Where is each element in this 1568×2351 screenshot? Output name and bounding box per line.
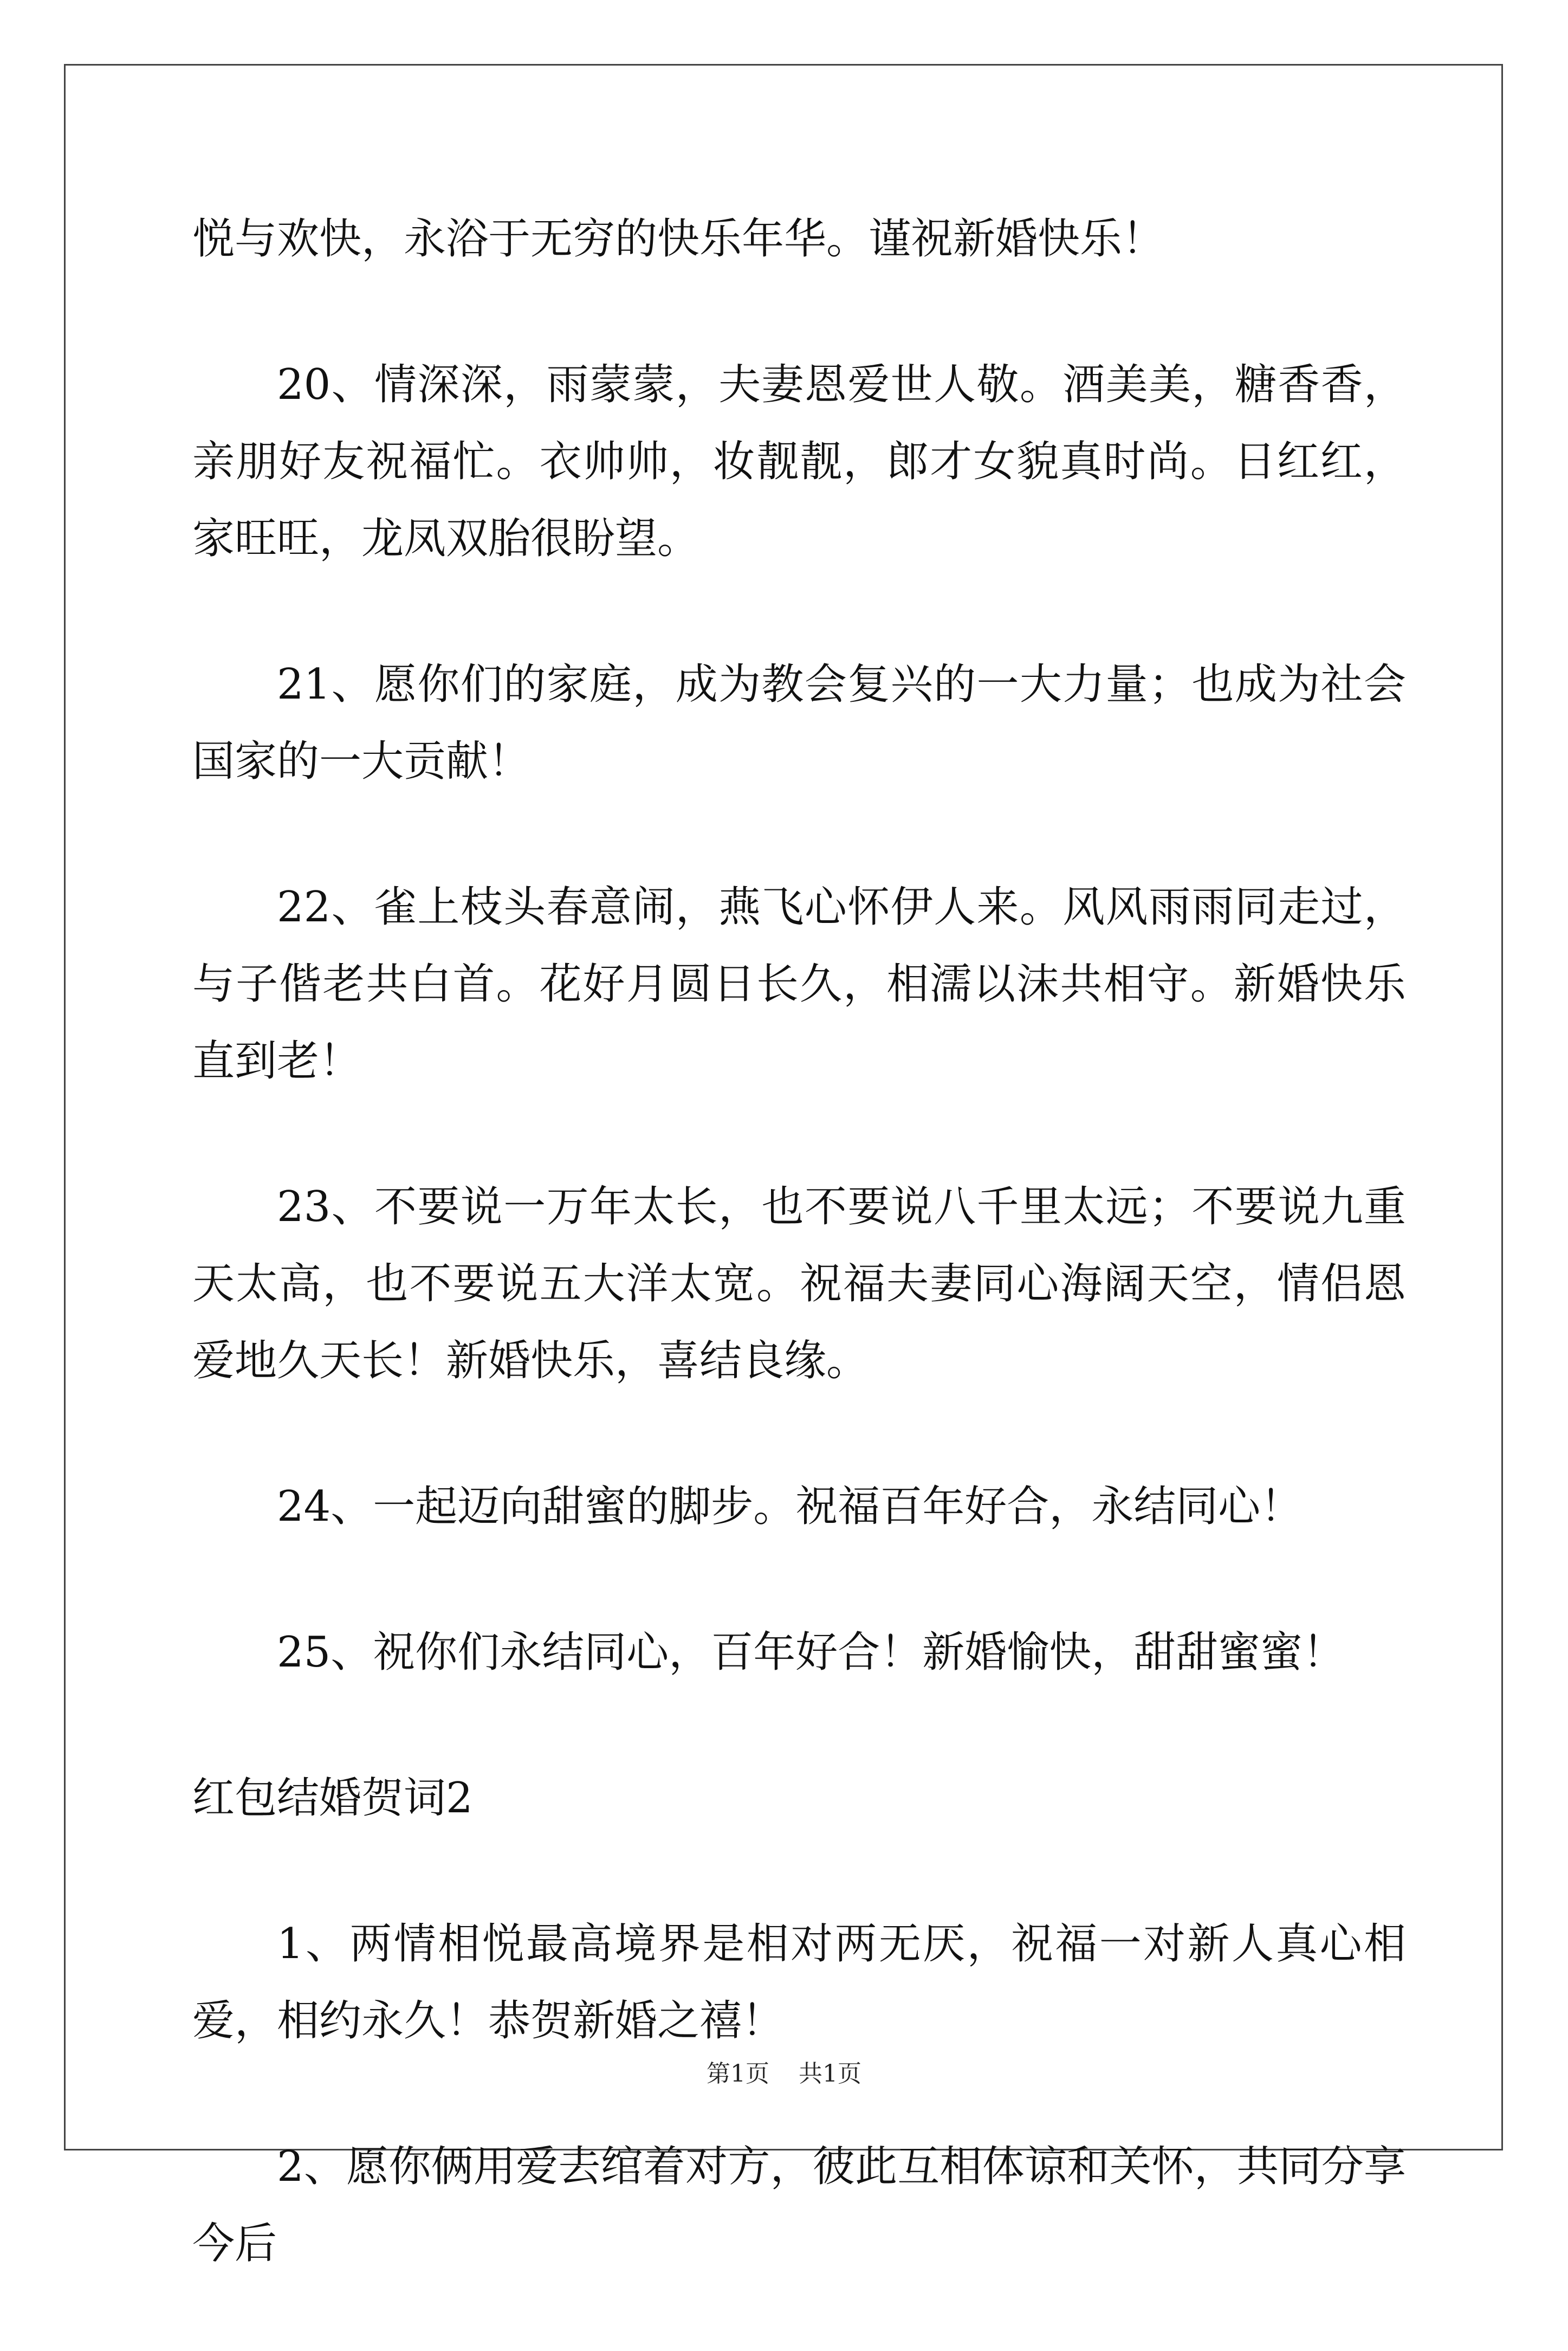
paragraph-item-25: 25、祝你们永结同心，百年好合！新婚愉快，甜甜蜜蜜！ [277,1628,1345,1677]
page-footer [0,2054,1568,2089]
paragraph-item-22: 22、雀上枝头春意闹，燕飞心怀伊人来。风风雨雨同走过，与子偕老共白首。花好月圆日长久，相濡以沫共相守。新婚快乐直到老！ [192,883,1406,1086]
paragraph-item-2: 2、愿你俩用爱去绾着对方，彼此互相体谅和关怀，共同分享今后 [192,2142,1406,2268]
page-number-total: 共1页 [799,2060,861,2088]
section-heading: 红包结婚贺词2 [192,1774,473,1823]
paragraph-item-20: 20、情深深，雨蒙蒙，夫妻恩爱世人敬。酒美美，糖香香，亲朋好友祝福忙。衣帅帅，妆靓靓，郎才女貌真时尚。日红红，家旺旺，龙凤双胎很盼望。 [192,360,1406,563]
paragraph-item-23: 23、不要说一万年太长，也不要说八千里太远；不要说九重天太高，也不要说五大洋太宽。祝福夫妻同心海阔天空，情侣恩爱地久天长！新婚快乐，喜结良缘。 [192,1183,1406,1385]
document-body [192,201,1406,2351]
paragraph-continuation: 悦与欢快，永浴于无穷的快乐年华。谨祝新婚快乐！ [192,215,1165,263]
paragraph-item-21: 21、愿你们的家庭，成为教会复兴的一大力量；也成为社会国家的一大贡献！ [192,660,1406,786]
paragraph-item-24: 24、一起迈向甜蜜的脚步。祝福百年好合，永结同心！ [277,1482,1303,1531]
page-number-current: 第1页 [707,2060,769,2088]
paragraph-item-1: 1、两情相悦最高境界是相对两无厌，祝福一对新人真心相爱，相约永久！恭贺新婚之禧！ [192,1920,1406,2045]
